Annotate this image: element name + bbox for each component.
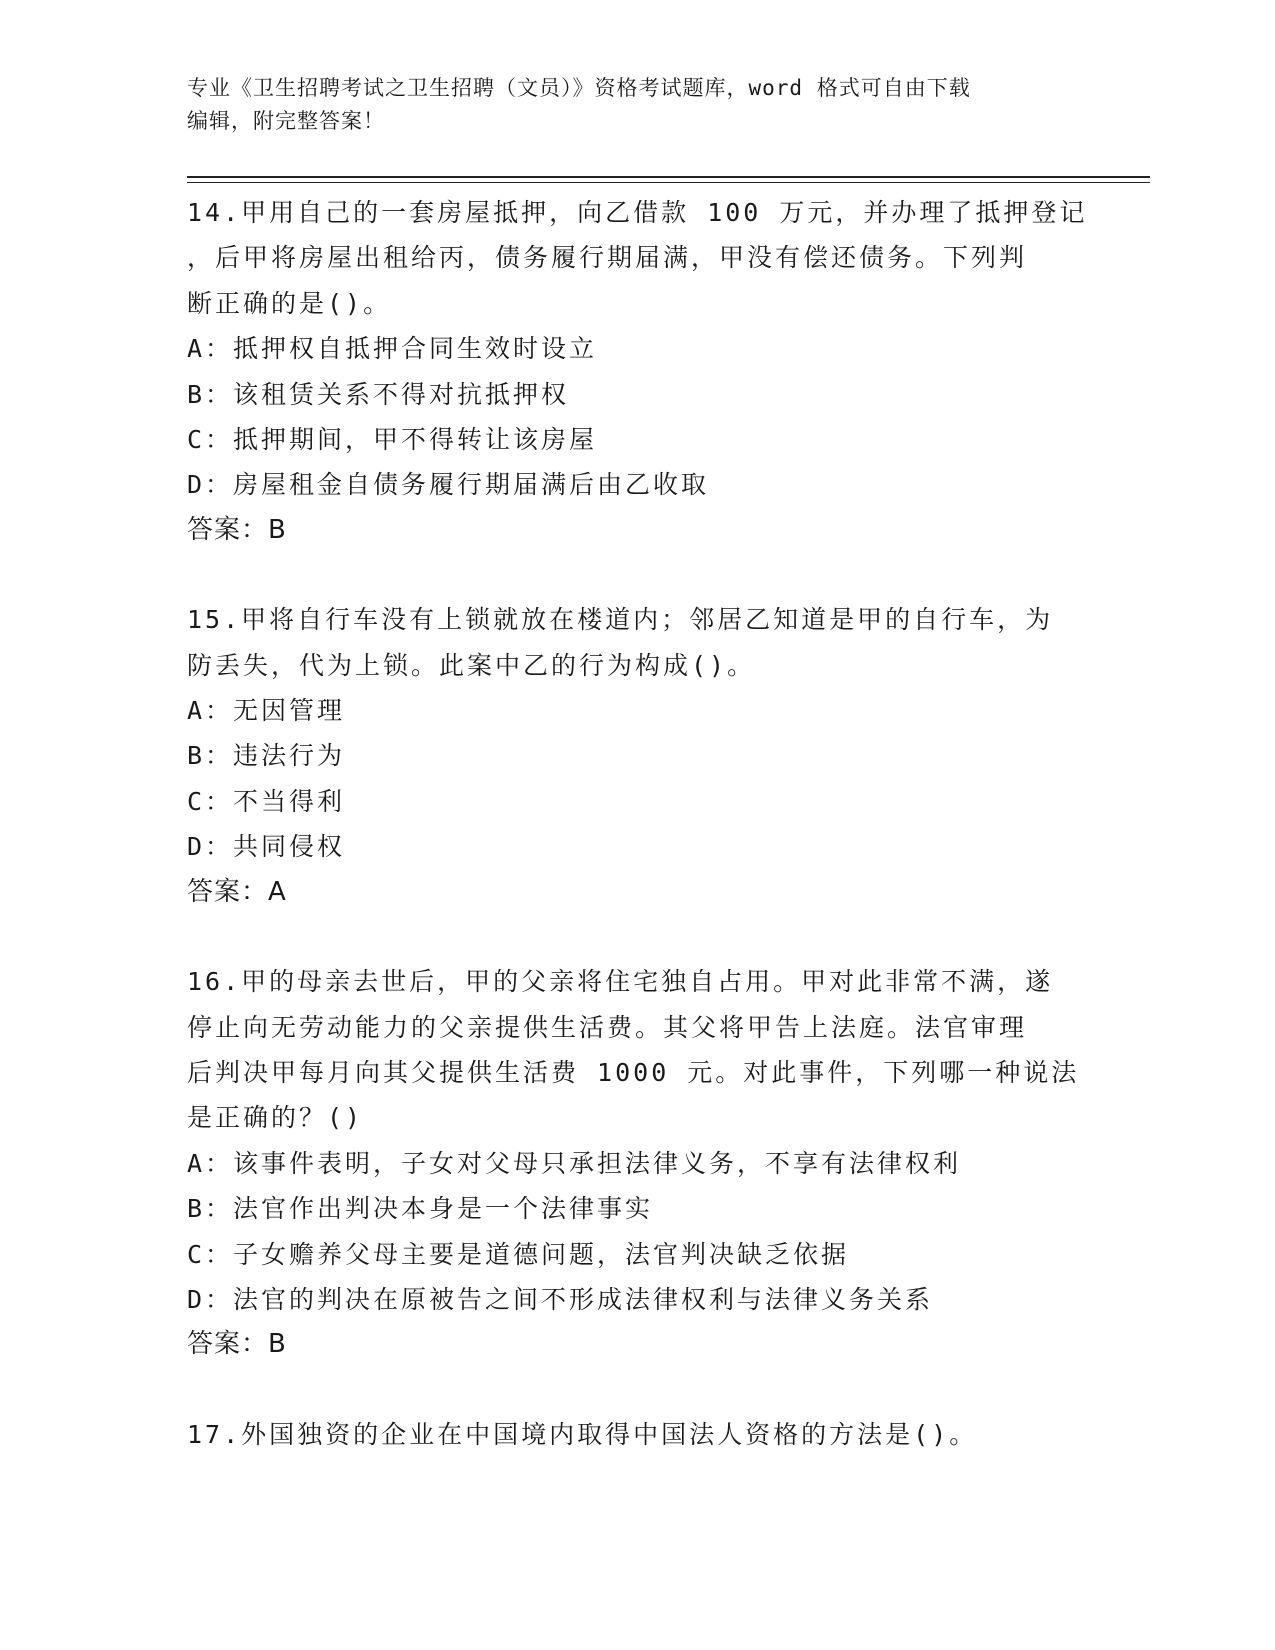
question-14 [187, 190, 1088, 553]
option-b: B：法官作出判决本身是一个法律事实 [187, 1194, 654, 1224]
question-stem-line: 是正确的？() [187, 1103, 364, 1133]
question-stem-line: 防丢失，代为上锁。此案中乙的行为构成()。 [187, 650, 756, 680]
option-d: D：法官的判决在原被告之间不形成法律权利与法律义务关系 [187, 1284, 934, 1314]
option-c: C：子女赡养父母主要是道德问题，法官判决缺乏依据 [187, 1239, 850, 1269]
option-a: A：抵押权自抵押合同生效时设立 [187, 334, 598, 364]
question-stem-line: 14.甲用自己的一套房屋抵押，向乙借款 100 万元，并办理了抵押登记 [187, 198, 1088, 227]
question-15 [187, 597, 1067, 915]
option-d: D：房屋租金自债务履行期届满后由乙收取 [187, 470, 710, 500]
question-stem-line: 后判决甲每月向其父提供生活费 1000 元。对此事件，下列哪一种说法 [187, 1057, 1080, 1087]
question-stem-line: 16.甲的母亲去世后，甲的父亲将住宅独自占用。甲对此非常不满，遂 [187, 967, 1054, 997]
header-line-2: 编辑，附完整答案！ [187, 109, 385, 133]
option-c: C：不当得利 [187, 786, 346, 816]
header-divider-thin [187, 182, 1150, 183]
question-17 [187, 1412, 1067, 1457]
header-line-1: 专业《卫生招聘考试之卫生招聘（文员）》资格考试题库，word 格式可自由下载 [187, 76, 971, 100]
answer-label: 答案：A [187, 876, 287, 907]
question-16 [187, 959, 1080, 1368]
answer-label: 答案：B [187, 1329, 287, 1360]
question-stem-line: ，后甲将房屋出租给丙，债务履行期届满，甲没有偿还债务。下列判 [187, 243, 1028, 273]
option-a: A：该事件表明，子女对父母只承担法律义务，不享有法律权利 [187, 1148, 962, 1178]
question-stem-line: 停止向无劳动能力的父亲提供生活费。其父将甲告上法庭。法官审理 [187, 1012, 1028, 1042]
option-b: B：违法行为 [187, 741, 346, 771]
option-d: D：共同侵权 [187, 832, 346, 862]
question-list [187, 190, 1088, 1501]
question-stem-line: 17.外国独资的企业在中国境内取得中国法人资格的方法是()。 [187, 1419, 978, 1449]
option-a: A：无因管理 [187, 696, 346, 726]
answer-label: 答案：B [187, 514, 287, 545]
header-divider-thick [187, 176, 1150, 178]
option-c: C：抵押期间，甲不得转让该房屋 [187, 425, 598, 455]
document-header [187, 72, 1067, 138]
option-b: B：该租赁关系不得对抗抵押权 [187, 379, 570, 409]
question-stem-line: 15.甲将自行车没有上锁就放在楼道内；邻居乙知道是甲的自行车，为 [187, 605, 1054, 635]
question-stem-line: 断正确的是()。 [187, 288, 392, 318]
